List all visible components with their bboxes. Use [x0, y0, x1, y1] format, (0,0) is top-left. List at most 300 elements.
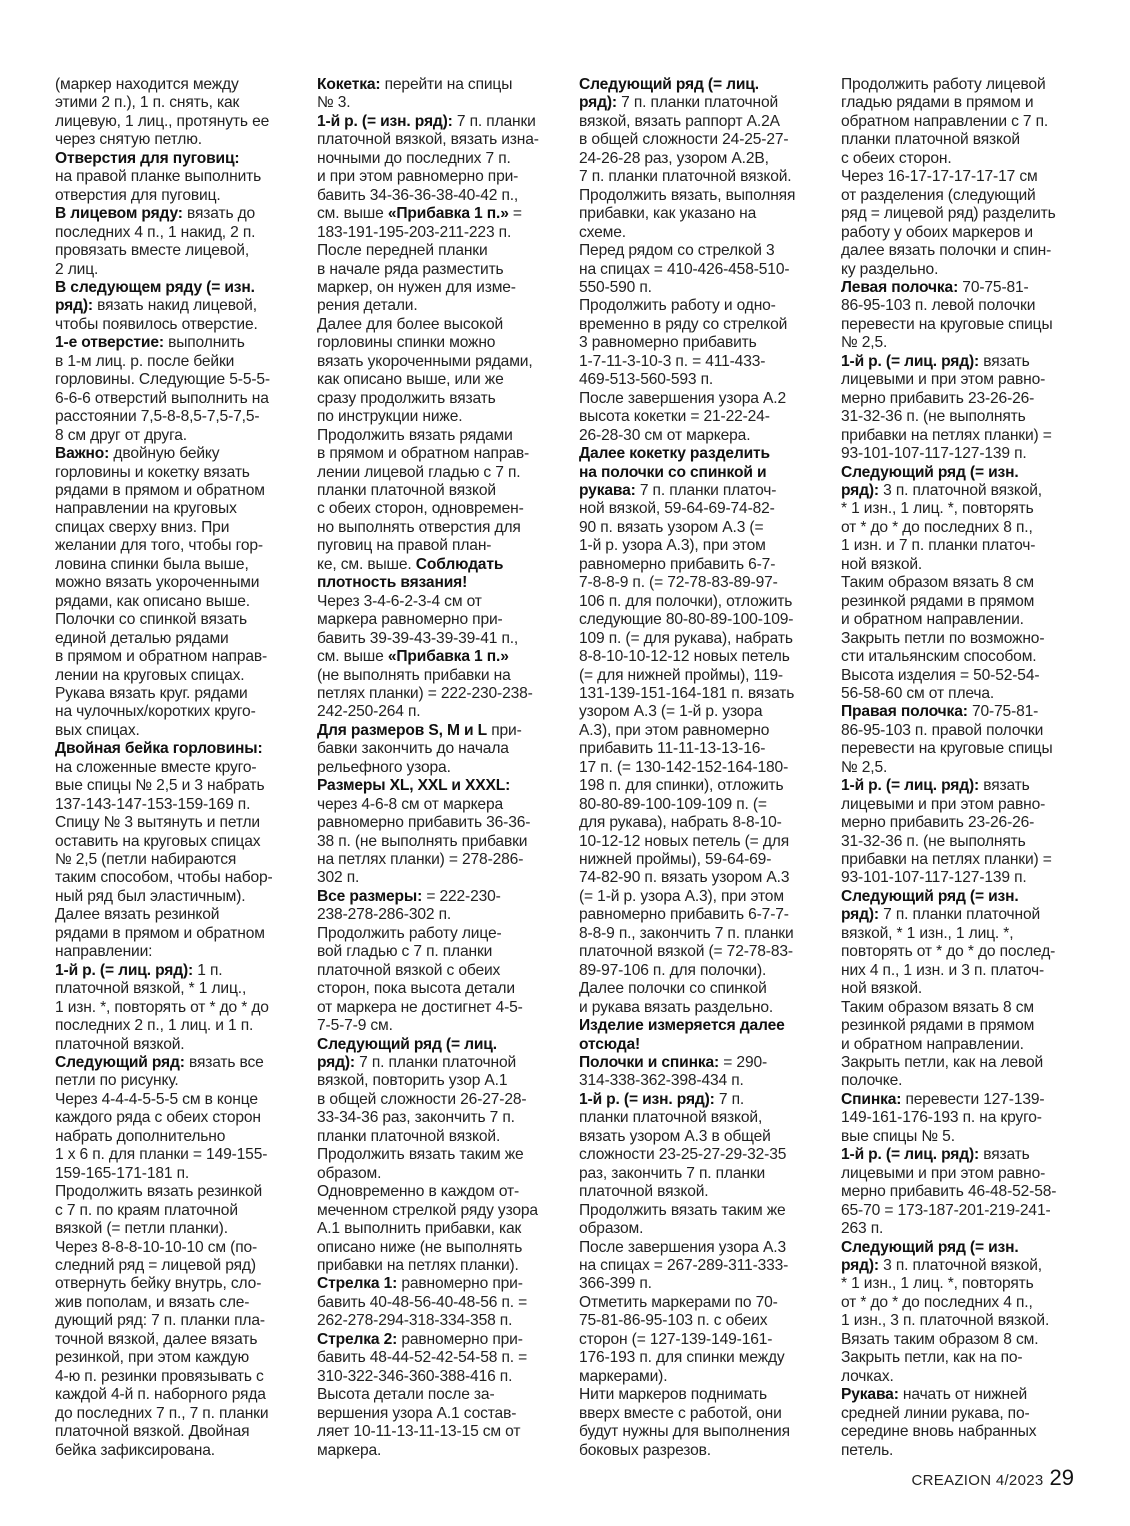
text-line [317, 1312, 557, 1330]
text-line [317, 962, 557, 980]
text: лицевыми и при этом равно- [841, 1164, 1046, 1182]
text: 7 п. [714, 1090, 745, 1108]
text: 109 п. (= для рукава), набрать [579, 629, 793, 647]
text-line [55, 833, 295, 851]
text: на чулочных/коротких круго- [55, 703, 256, 721]
text-line [317, 888, 557, 906]
text-line [579, 1442, 819, 1460]
text: 24-26-28 раз, узором А.2В, [579, 149, 769, 167]
bold-text: Следующий ряд (= лиц. [579, 76, 759, 93]
text: точной вязкой, далее вязать [55, 1330, 258, 1348]
text: вязать до [182, 205, 256, 223]
text-line [317, 1331, 557, 1349]
text: вязкой, * 1 изн., 1 лиц. *, [841, 924, 1014, 942]
text-line [579, 537, 819, 555]
text: сторон (= 127-139-149-161- [579, 1330, 773, 1348]
text: 1-й р. узора А.3), при этом [579, 537, 766, 555]
bold-text: Для размеров S, M и L [317, 721, 488, 739]
text-line [579, 482, 819, 500]
text-line [55, 242, 295, 260]
text: дующий ряд: 7 п. планки пла- [55, 1312, 265, 1330]
text-line [841, 869, 1081, 887]
text-line [841, 316, 1081, 334]
text: 3 равномерно прибавить [579, 334, 757, 352]
text: Таким образом вязать 8 см [841, 998, 1034, 1016]
text-line [317, 168, 557, 186]
text-line [317, 1165, 557, 1183]
text: ряд = лицевой ряд) разделить [841, 205, 1056, 223]
text-line [317, 353, 557, 371]
text-line [317, 648, 557, 666]
text: 33-34-36 раз, закончить 7 п. [317, 1109, 515, 1127]
text-line [841, 796, 1081, 814]
text-line [317, 445, 557, 463]
text-line [317, 593, 557, 611]
text: перевести на круговые спицы [841, 315, 1053, 333]
text-line [841, 1072, 1081, 1090]
text-line [579, 833, 819, 851]
text-line [55, 1183, 295, 1201]
text-line [579, 1109, 819, 1127]
text-line [579, 593, 819, 611]
text: выполнить [163, 334, 245, 352]
text-line [317, 1054, 557, 1072]
text-line [841, 242, 1081, 260]
text-line [55, 685, 295, 703]
bold-text: В лицевом ряду: [55, 205, 183, 223]
text: 7 п. планки платоч- [635, 481, 777, 499]
text-line [579, 1405, 819, 1423]
text-line [55, 76, 295, 94]
text-line [55, 1275, 295, 1293]
text-line [841, 962, 1081, 980]
text-line [317, 1017, 557, 1035]
text-line [317, 1386, 557, 1404]
text-line [579, 113, 819, 131]
text-line [841, 1239, 1081, 1257]
text-line [841, 667, 1081, 685]
text: мерно прибавить 23-26-26- [841, 389, 1035, 407]
text: платочной вязкой (= 72-78-83- [579, 943, 793, 961]
text: 1 изн. и 7 п. планки платоч- [841, 537, 1036, 555]
text: схеме. [579, 223, 626, 241]
text: равномерно прибавить 6-7- [579, 555, 776, 573]
text: 314-338-362-398-434 п. [579, 1072, 744, 1090]
text-line [841, 943, 1081, 961]
text-line [579, 1294, 819, 1312]
text-line [55, 1386, 295, 1404]
text: рядами, как описано выше. [55, 592, 250, 610]
bold-text: «Прибавка 1 п.» [387, 648, 509, 666]
text-line [579, 851, 819, 869]
bold-text: 1-й р. (= лиц. ряд): [55, 961, 194, 979]
text-line [841, 722, 1081, 740]
text: планки платочной вязкой [317, 481, 496, 499]
text: единой деталью рядами [55, 629, 229, 647]
text-line [317, 630, 557, 648]
text: платочной вязкой, * 1 лиц., [55, 980, 247, 998]
text: последних 4 п., 1 накид, 2 п. [55, 223, 256, 241]
text-line [579, 648, 819, 666]
bold-text: Все размеры: [317, 887, 423, 905]
text-line [55, 574, 295, 592]
bold-text: на полочки со спинкой и [579, 463, 767, 481]
text: горловины и кокетку вязать [55, 463, 250, 481]
text: № 2,5. [841, 334, 888, 352]
text: направлении на круговых [55, 500, 237, 518]
text: высота кокетки = 21-22-24- [579, 408, 770, 426]
text: маркер, он нужен для изме- [317, 278, 516, 296]
text: Закрыть петли, как на по- [841, 1349, 1023, 1367]
text-line [317, 1257, 557, 1275]
text-line [841, 150, 1081, 168]
text-line [841, 1183, 1081, 1201]
text: перевести 127-139- [901, 1090, 1045, 1108]
page-footer [911, 1465, 1074, 1491]
text: 8 см друг от друга. [55, 426, 187, 444]
text: 302 п. [317, 869, 360, 887]
text: вязать [979, 777, 1030, 795]
text-line [317, 703, 557, 721]
text-line [841, 1036, 1081, 1054]
text: провязать вместе лицевой, [55, 242, 250, 260]
text: 75-81-86-95-103 п. с обеих [579, 1312, 768, 1330]
text-line [317, 777, 557, 795]
bold-text: Двойная бейка горловины: [55, 740, 263, 758]
text-line [55, 1202, 295, 1220]
text: них 4 п., 1 изн. и 3 п. платоч- [841, 961, 1045, 979]
text-line [579, 685, 819, 703]
text: Продолжить работу лицевой [841, 76, 1046, 93]
text-line [841, 611, 1081, 629]
text: (= 1-й р. узора А.3), при этом [579, 887, 784, 905]
text-line [317, 1275, 557, 1293]
text-line [841, 537, 1081, 555]
text-line [579, 1146, 819, 1164]
text: вязать укороченными рядами, [317, 352, 533, 370]
text: 159-165-171-181 п. [55, 1164, 190, 1182]
bold-text: Спинка: [841, 1090, 902, 1108]
bold-text: 1-е отверстие: [55, 334, 164, 352]
text-line [55, 593, 295, 611]
text-line [841, 1165, 1081, 1183]
bold-text: рукава: [579, 481, 636, 499]
text: см. выше [317, 648, 388, 666]
text: бавить 48-44-52-42-54-58 п. = [317, 1349, 528, 1367]
text-line [317, 1072, 557, 1090]
text-line [55, 980, 295, 998]
text: Рукава вязать круг. рядами [55, 684, 248, 702]
text: рядами в прямом и обратном [55, 481, 265, 499]
text: в прямом и обратном направ- [317, 445, 530, 463]
text: равномерно при- [397, 1330, 523, 1348]
text-line [317, 205, 557, 223]
text-line [579, 1423, 819, 1441]
text: № 3. [317, 94, 351, 112]
magazine-issue: CREAZION 4/2023 [911, 1472, 1044, 1489]
text-line [579, 740, 819, 758]
text-line [317, 759, 557, 777]
text-line [55, 1220, 295, 1238]
text: петель. [841, 1441, 894, 1459]
text-line [317, 224, 557, 242]
text-line [317, 187, 557, 205]
text-line [55, 408, 295, 426]
text-line [55, 113, 295, 131]
text: сторон, пока высота детали [317, 980, 515, 998]
text-line [841, 482, 1081, 500]
text-line [841, 261, 1081, 279]
bold-text: Стрелка 1: [317, 1275, 398, 1293]
text: и обратном направлении. [841, 611, 1024, 629]
text: После завершения узора А.2 [579, 389, 786, 407]
text-line [317, 519, 557, 537]
text-line [55, 187, 295, 205]
text-column-1 [55, 76, 295, 1460]
text-line [55, 667, 295, 685]
text: вязать [979, 352, 1030, 370]
text: вых спицах. [55, 721, 140, 739]
text-line [841, 906, 1081, 924]
text-line [317, 76, 557, 94]
text-line [841, 703, 1081, 721]
text-line [841, 334, 1081, 352]
text: Высота детали после за- [317, 1386, 495, 1404]
bold-text: ряд): [579, 94, 617, 112]
bold-text: 1-й р. (= изн. ряд): [317, 112, 453, 130]
text: ночными до последних 7 п. [317, 149, 511, 167]
text: таким способом, чтобы набор- [55, 869, 273, 887]
text-line [841, 1202, 1081, 1220]
text-line [579, 150, 819, 168]
text-line [55, 1294, 295, 1312]
text: 70-75-81- [958, 278, 1029, 296]
text-line [579, 168, 819, 186]
text-line [317, 906, 557, 924]
text-line [55, 740, 295, 758]
text: с обеих сторон. [841, 149, 952, 167]
text-line [317, 261, 557, 279]
text: перейти на спицы [380, 76, 513, 93]
text-line [579, 1368, 819, 1386]
text-line [579, 667, 819, 685]
text: перевести на круговые спицы [841, 740, 1053, 758]
text-line [579, 1128, 819, 1146]
text-line [841, 833, 1081, 851]
text: бавить 34-36-36-38-40-42 п., [317, 186, 519, 204]
text: № 2,5. [841, 758, 888, 776]
text: лицевыми и при этом равно- [841, 795, 1046, 813]
text: 469-513-560-593 п. [579, 371, 714, 389]
text: 86-95-103 п. левой полочки [841, 297, 1036, 315]
text-line [579, 261, 819, 279]
text-line [317, 1405, 557, 1423]
text-line [841, 1054, 1081, 1072]
text-line [841, 593, 1081, 611]
text: пуговиц на правой план- [317, 537, 492, 555]
text: 89-97-106 п. для полочки). [579, 961, 767, 979]
text-line [579, 242, 819, 260]
text: при- [487, 721, 522, 739]
text-line [579, 796, 819, 814]
text: для рукава), набрать 8-8-10- [579, 814, 782, 832]
text: и обратном направлении. [841, 1035, 1024, 1053]
text-line [579, 888, 819, 906]
text: 74-82-90 п. вязать узором А.3 [579, 869, 790, 887]
text-line [841, 759, 1081, 777]
text: Вязать таким образом 8 см. [841, 1330, 1039, 1348]
bold-text: Стрелка 2: [317, 1330, 398, 1348]
text: прибавки, как указано на [579, 205, 757, 223]
text-line [841, 297, 1081, 315]
text: описано ниже (не выполнять [317, 1238, 523, 1256]
bold-text: Полочки и спинка: [579, 1054, 720, 1072]
text: жив пополам, и вязать сле- [55, 1293, 250, 1311]
text: резинкой рядами в прямом [841, 592, 1035, 610]
text-line [55, 611, 295, 629]
text-line [317, 722, 557, 740]
text: в начале ряда разместить [317, 260, 504, 278]
text: платочной вязкой с обеих [317, 961, 501, 979]
text: = [508, 205, 522, 223]
text: = 222-230- [422, 887, 501, 905]
text: см. выше [317, 205, 388, 223]
bold-text: ряд): [841, 906, 879, 924]
text-line [317, 1239, 557, 1257]
bold-text: Следующий ряд (= лиц. [317, 1035, 497, 1053]
text-line [317, 925, 557, 943]
text: 3 п. платочной вязкой, [878, 481, 1042, 499]
text-line [317, 482, 557, 500]
text-line [579, 427, 819, 445]
text-line [317, 1128, 557, 1146]
text: Продолжить вязать рядами [317, 426, 513, 444]
text: отверстия для пуговиц. [55, 186, 221, 204]
text: отвернуть бейку внутрь, сло- [55, 1275, 262, 1293]
text: (= для нижней проймы), 119- [579, 666, 783, 684]
text: Продолжить работу лице- [317, 924, 502, 942]
text-line [841, 445, 1081, 463]
text-line [317, 1423, 557, 1441]
text-line [841, 279, 1081, 297]
text: на петлях планки) = 278-286- [317, 851, 524, 869]
text-line [579, 759, 819, 777]
text-line [317, 390, 557, 408]
text: Через 8-8-8-10-10-10 см (по- [55, 1238, 258, 1256]
text-line [841, 980, 1081, 998]
text-line [841, 999, 1081, 1017]
text: вверх вместе с работой, они [579, 1404, 782, 1422]
text-line [579, 464, 819, 482]
bold-text: Важно: [55, 445, 110, 463]
text: 149-161-176-193 п. на круго- [841, 1109, 1042, 1127]
text: лочках. [841, 1367, 894, 1385]
text: Перед рядом со стрелкой 3 [579, 242, 775, 260]
text-line [841, 1405, 1081, 1423]
text-line [579, 1349, 819, 1367]
text-line [579, 980, 819, 998]
text-line [55, 1091, 295, 1109]
text: Продолжить работу и одно- [579, 297, 776, 315]
text: 8-8-10-10-12-12 новых петель [579, 648, 790, 666]
text: мерно прибавить 23-26-26- [841, 814, 1035, 832]
text: Полочки со спинкой вязать [55, 611, 247, 629]
text: 183-191-195-203-211-223 п. [317, 223, 512, 241]
text-line [841, 1442, 1081, 1460]
text: 263 п. [841, 1220, 884, 1238]
text-line [579, 611, 819, 629]
text-line [579, 1331, 819, 1349]
text-line [841, 777, 1081, 795]
text-column-4 [841, 76, 1081, 1460]
text: платочной вязкой. [55, 1035, 185, 1053]
text-line [55, 556, 295, 574]
text-line [579, 297, 819, 315]
text: по инструкции ниже. [317, 408, 463, 426]
text: в общей сложности 26-27-28- [317, 1090, 527, 1108]
bold-text: Следующий ряд (= изн. [841, 463, 1019, 481]
text: = 290- [719, 1054, 768, 1072]
text-line [55, 224, 295, 242]
text-line [579, 630, 819, 648]
text-line [579, 316, 819, 334]
text-line [841, 1257, 1081, 1275]
text: рения детали. [317, 297, 418, 315]
text-line [841, 1109, 1081, 1127]
bold-text: Левая полочка: [841, 278, 959, 296]
text-line [55, 1165, 295, 1183]
text-line [579, 131, 819, 149]
text: равномерно прибавить 6-7-7- [579, 906, 789, 924]
text: узором А.3 (= 1-й р. узора [579, 703, 763, 721]
text: на спицах = 410-426-458-510- [579, 260, 790, 278]
text-line [55, 482, 295, 500]
text: прибавки на петлях планки) = [841, 426, 1052, 444]
text-line [317, 1368, 557, 1386]
text-line [841, 371, 1081, 389]
text: 106 п. для полочки), отложить [579, 592, 793, 610]
text-line [317, 980, 557, 998]
text: желании для того, чтобы гор- [55, 537, 263, 555]
text: (не выполнять прибавки на [317, 666, 511, 684]
bold-text: Далее кокетку разделить [579, 445, 770, 463]
text: 262-278-294-318-334-358 п. [317, 1312, 513, 1330]
text-line [55, 1072, 295, 1090]
text: 70-75-81- [967, 703, 1039, 721]
text-line [55, 722, 295, 740]
text: 7 п. планки платочной [354, 1054, 517, 1072]
text: вязать узором А.3 в общей [579, 1127, 771, 1145]
text: мерно прибавить 46-48-52-58- [841, 1183, 1057, 1201]
text-line [317, 408, 557, 426]
text: каждой 4-й п. наборного ряда [55, 1386, 266, 1404]
text-line [841, 1423, 1081, 1441]
text: планки платочной вязкой. [317, 1127, 501, 1145]
text-line [317, 574, 557, 592]
bold-text: Следующий ряд: [55, 1054, 185, 1072]
text-line [55, 519, 295, 537]
text-line [841, 1349, 1081, 1367]
text-line [841, 1294, 1081, 1312]
text: После завершения узора А.3 [579, 1238, 786, 1256]
text-line [317, 537, 557, 555]
text: 6-6-6 отверстий выполнить на [55, 389, 269, 407]
text: чтобы появилось отверстие. [55, 315, 258, 333]
text: ке, см. выше. [317, 555, 416, 573]
text: средней линии рукава, по- [841, 1404, 1030, 1422]
text: платочной вязкой, вязать изна- [317, 131, 539, 149]
text: рельефного узора. [317, 758, 451, 776]
